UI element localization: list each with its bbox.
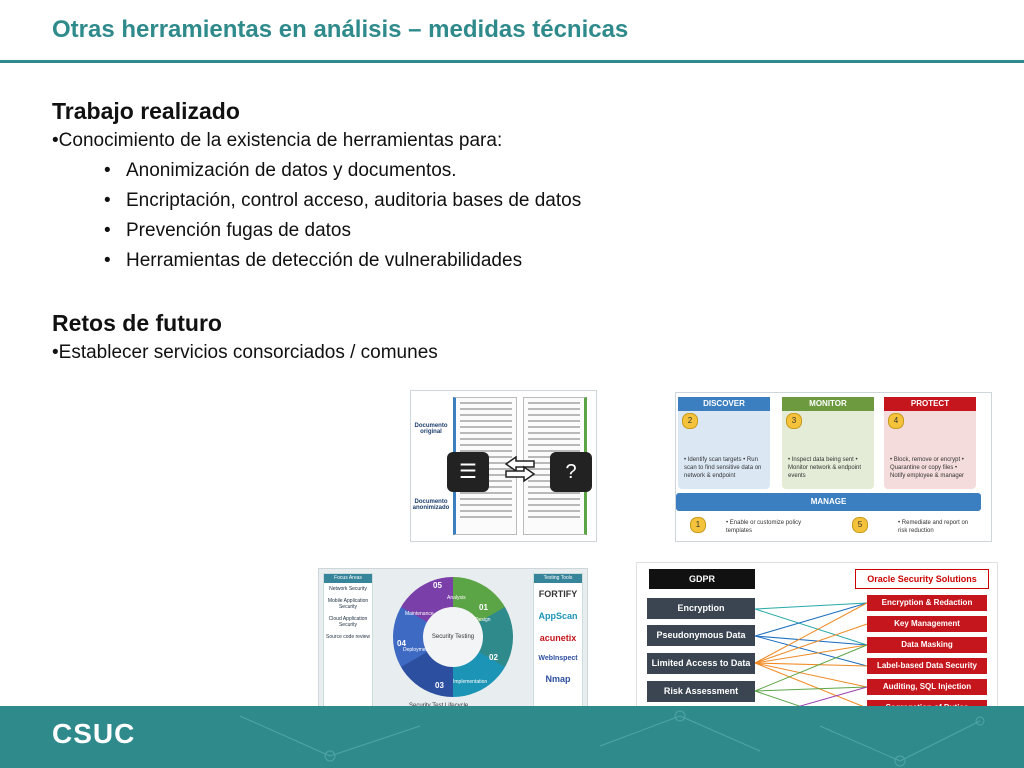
anonymous-badge-icon: ? <box>550 452 592 492</box>
gdpr-item: Pseudonymous Data <box>647 625 755 646</box>
focus-areas-header: Focus Areas <box>324 574 372 583</box>
step5-text: • Remediate and report on risk reduction <box>898 520 969 534</box>
tool-nmap: Nmap <box>545 674 571 684</box>
dlp-column-title: MONITOR <box>782 397 874 411</box>
dlp-column-title: DISCOVER <box>678 397 770 411</box>
security-lifecycle-figure <box>318 568 588 722</box>
segment-label: Implementation <box>453 679 488 685</box>
segment-number: 05 <box>433 581 442 590</box>
section-heading-retos: Retos de futuro <box>52 310 222 336</box>
manage-bar: MANAGE <box>676 493 981 511</box>
segment-number: 02 <box>489 653 498 662</box>
dlp-column-title: PROTECT <box>884 397 976 411</box>
tool-appscan: AppScan <box>538 611 578 621</box>
swap-arrows-icon <box>504 456 536 482</box>
segment-label: Deployment <box>403 647 430 653</box>
bullet-item: • Herramientas de detección de vulnerabilidades <box>52 246 752 276</box>
network-pattern-icon <box>0 706 1024 768</box>
step-number: 5 <box>852 517 868 533</box>
bullet-item: • Encriptación, control acceso, auditoria bases de datos <box>52 186 752 216</box>
slide-title: Otras herramientas en análisis – medidas técnicas <box>52 16 629 43</box>
step1-text: • Enable or customize policy templates <box>726 520 802 534</box>
dlp-column-discover <box>678 397 770 489</box>
focus-area-item: Cloud Application Security <box>328 616 368 628</box>
section-intro-retos: •Establecer servicios consorciados / comunes <box>52 342 438 363</box>
gdpr-header: GDPR <box>649 569 755 589</box>
slide-header <box>0 0 1024 62</box>
identity-badge-icon: ☰ <box>447 452 489 492</box>
tool-webinspect: WebInspect <box>538 655 578 662</box>
oracle-item: Label-based Data Security <box>867 658 987 674</box>
oracle-item: Auditing, SQL Injection <box>867 679 987 695</box>
testing-tools-header: Testing Tools <box>534 574 582 583</box>
gdpr-item: Risk Assessment <box>647 681 755 702</box>
segment-label: Design <box>475 617 491 623</box>
step-number: 3 <box>786 413 802 429</box>
dlp-column-monitor <box>782 397 874 489</box>
wheel-center-label: Security Testing <box>423 607 483 667</box>
tool-fortify: FORTIFY <box>538 589 578 599</box>
bullet-item: • Prevención fugas de datos <box>52 216 752 246</box>
tool-acunetix: acunetix <box>539 633 577 643</box>
label-original: Documento original <box>414 423 448 435</box>
bullet-item: • Anonimización de datos y documentos. <box>52 156 752 186</box>
dlp-column-protect <box>884 397 976 489</box>
segment-label: Maintenance <box>405 611 434 617</box>
dlp-column-text: • Block, remove or encrypt • Quarantine or copy files • Notify employee & manager <box>890 457 965 479</box>
focus-area-item: Network Security <box>329 586 367 592</box>
focus-areas-column <box>323 573 373 719</box>
slide-body <box>52 96 752 368</box>
gdpr-item: Encryption <box>647 598 755 619</box>
testing-tools-column <box>533 573 583 719</box>
dlp-column-text: • Identify scan targets • Run scan to find sensitive data on network & endpoint <box>684 457 762 479</box>
segment-label: Analysis <box>447 595 466 601</box>
focus-area-item: Source code review <box>326 634 370 640</box>
label-anonymized: Documento anonimizado <box>412 499 450 511</box>
oracle-item: Data Masking <box>867 637 987 653</box>
oracle-item: Key Management <box>867 616 987 632</box>
segment-number: 01 <box>479 603 488 612</box>
footer-band <box>0 706 1024 768</box>
segment-number: 03 <box>435 681 444 690</box>
gdpr-item: Limited Access to Data <box>647 653 755 674</box>
dlp-column-text: • Inspect data being sent • Monitor network & endpoint events <box>788 457 862 479</box>
lifecycle-wheel <box>393 577 513 697</box>
header-divider <box>0 60 1024 63</box>
segment-number: 04 <box>397 639 406 648</box>
dlp-figure <box>675 392 992 542</box>
oracle-item: Encryption & Redaction <box>867 595 987 611</box>
step-number: 1 <box>690 517 706 533</box>
section-intro-trabajo: •Conocimiento de la existencia de herramientas para: <box>52 130 503 151</box>
focus-area-item: Mobile Application Security <box>327 598 369 610</box>
step-number: 2 <box>682 413 698 429</box>
section-heading-trabajo: Trabajo realizado <box>52 98 240 124</box>
oracle-header: Oracle Security Solutions <box>855 569 989 589</box>
step-number: 4 <box>888 413 904 429</box>
csuc-logo: CSUC <box>52 718 136 749</box>
